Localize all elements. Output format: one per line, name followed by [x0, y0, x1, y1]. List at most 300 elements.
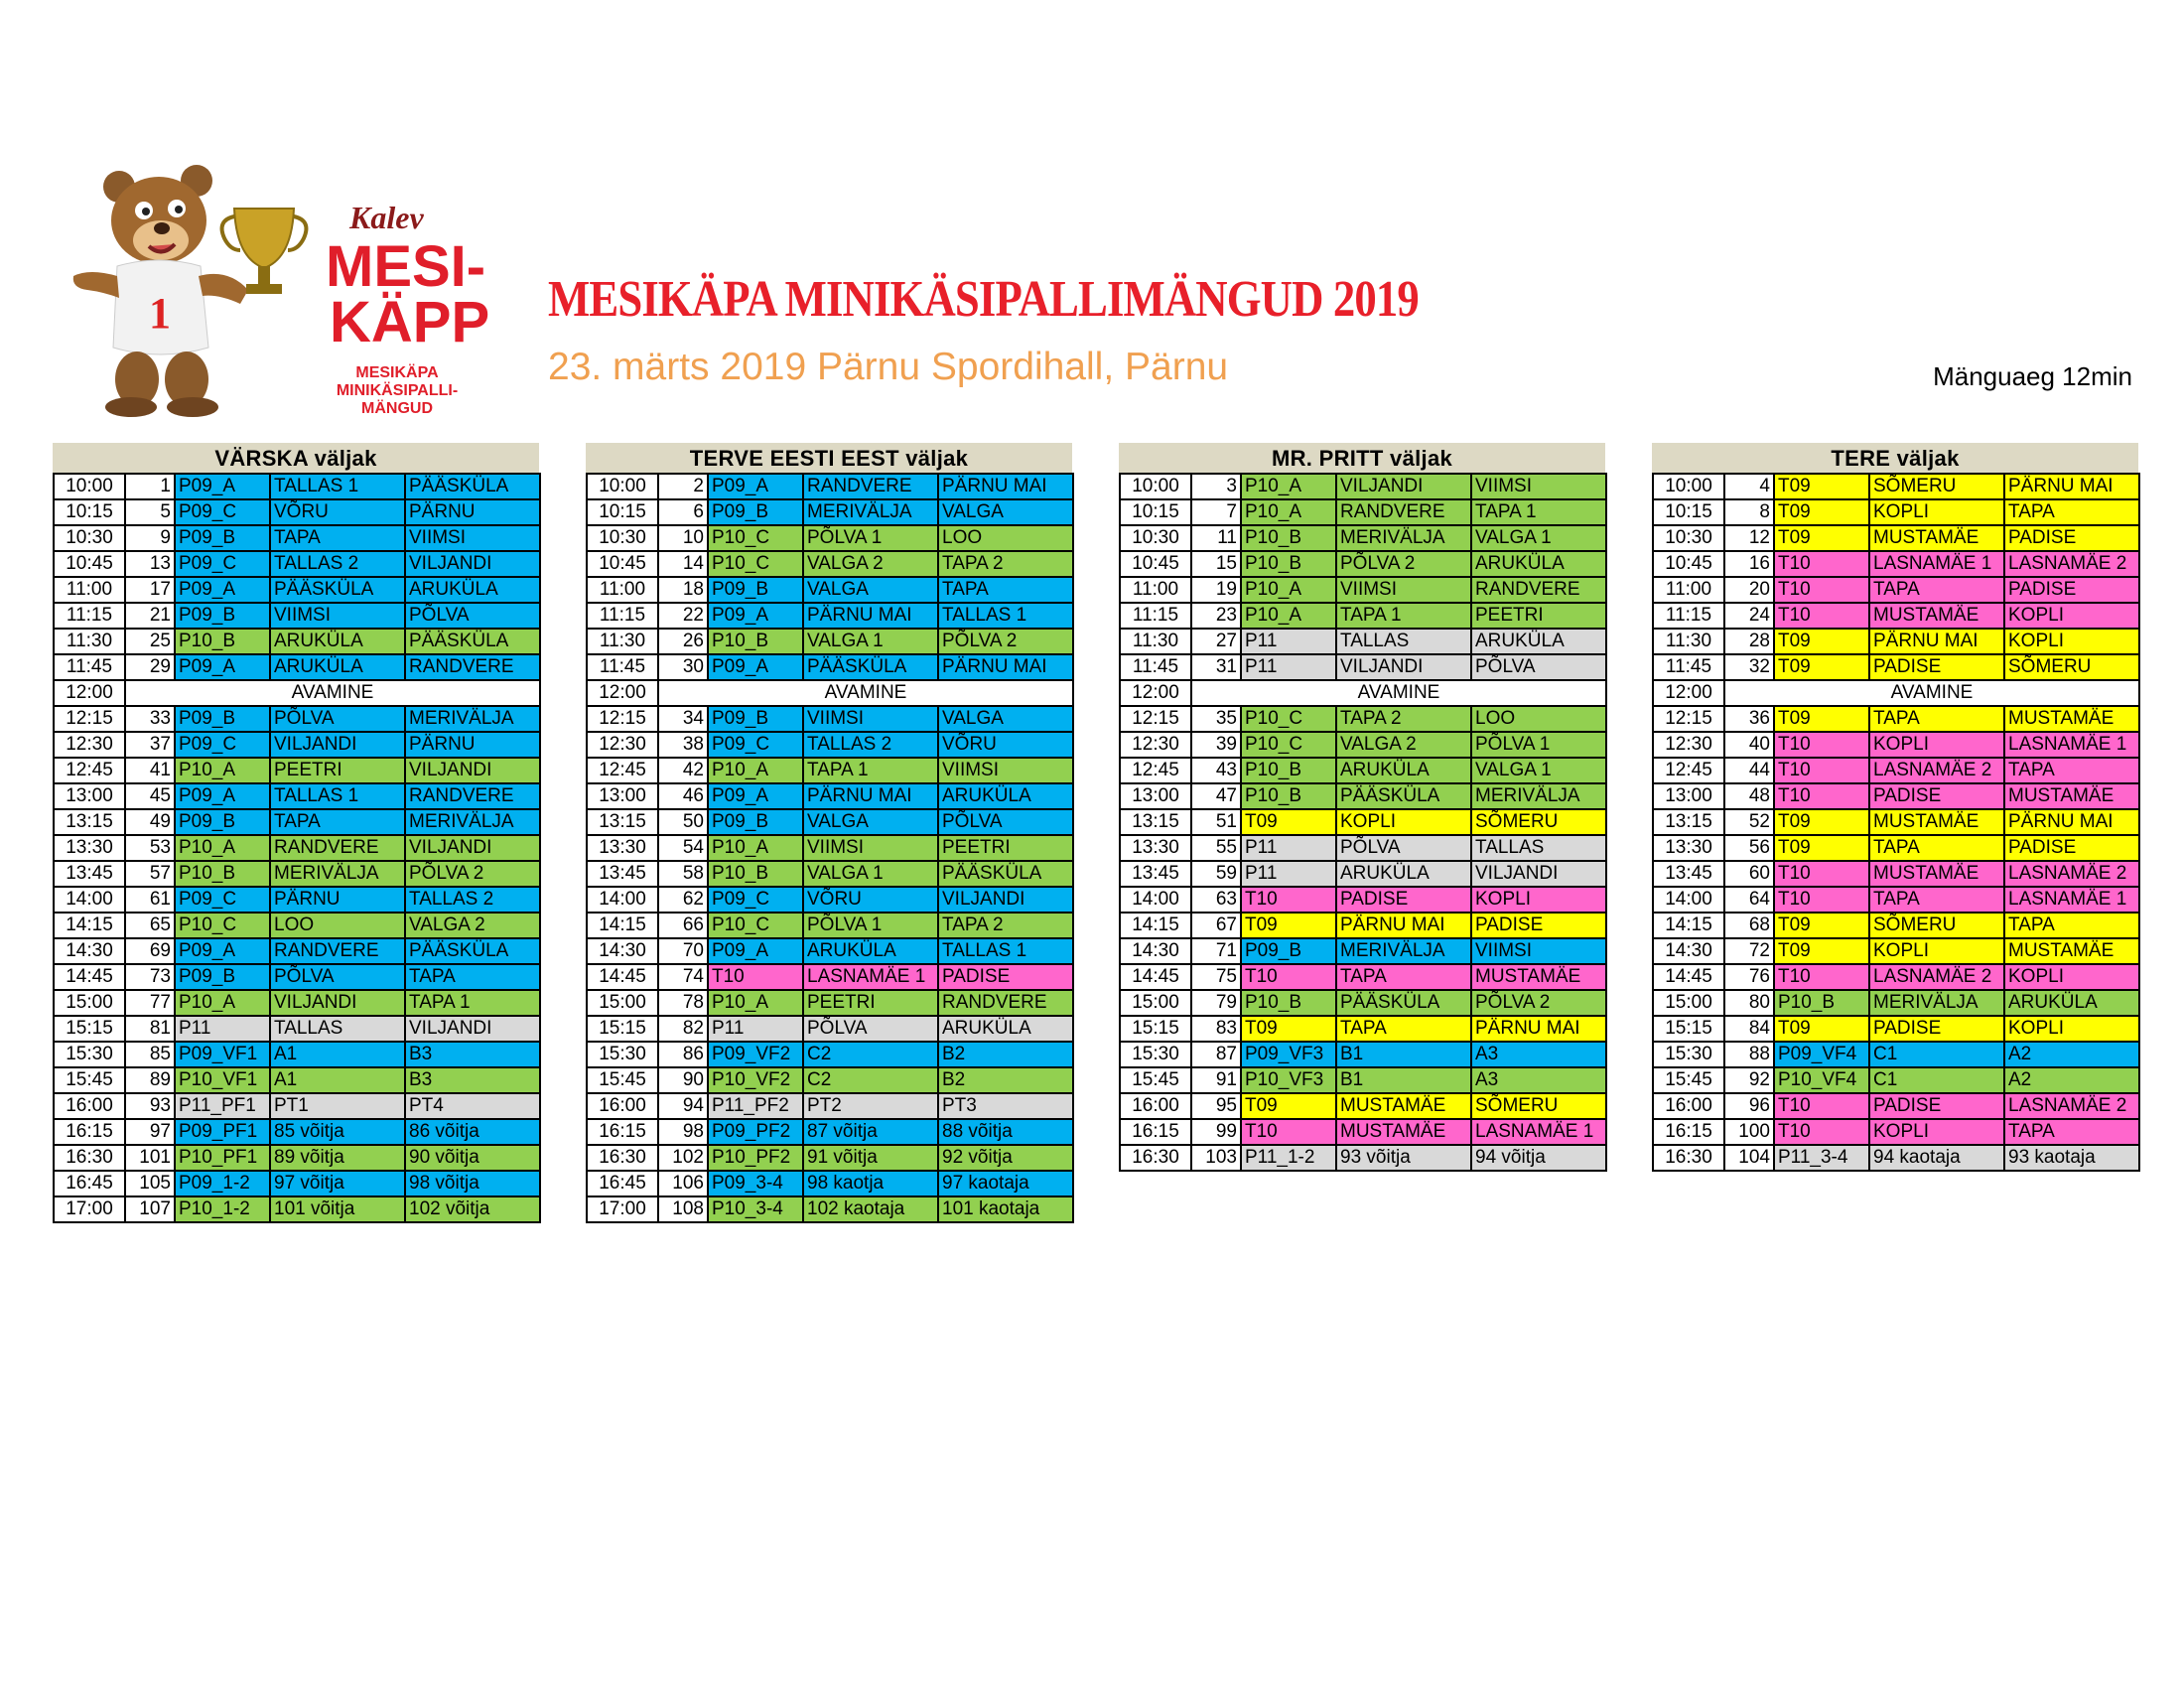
away-team: B2 — [938, 1067, 1073, 1093]
match-number: 19 — [1191, 577, 1241, 603]
home-team: C1 — [1869, 1067, 2004, 1093]
home-team: 94 kaotaja — [1869, 1145, 2004, 1171]
home-team: 89 võitja — [270, 1145, 405, 1171]
match-row — [54, 654, 540, 680]
home-team: 93 võitja — [1336, 1145, 1471, 1171]
away-team: VILJANDI — [405, 758, 540, 783]
home-team: KOPLI — [1869, 938, 2004, 964]
match-row — [587, 809, 1073, 835]
match-time: 13:30 — [1120, 835, 1191, 861]
home-team: PADISE — [1869, 1093, 2004, 1119]
away-team: LASNAMÄE 2 — [2004, 551, 2139, 577]
age-group: P10_B — [708, 629, 803, 654]
match-number: 36 — [1724, 706, 1774, 732]
home-team: LASNAMÄE 1 — [1869, 551, 2004, 577]
match-time: 14:00 — [1653, 887, 1724, 913]
match-number: 67 — [1191, 913, 1241, 938]
match-row — [1120, 913, 1606, 938]
away-team: KOPLI — [2004, 964, 2139, 990]
page-title: MESIKÄPA MINIKÄSIPALLIMÄNGUD 2019 — [548, 271, 1419, 328]
home-team: 91 võitja — [803, 1145, 938, 1171]
match-row — [1120, 1042, 1606, 1067]
match-time: 11:15 — [587, 603, 658, 629]
home-team: TAPA — [1869, 706, 2004, 732]
match-row — [1120, 783, 1606, 809]
age-group: P10_B — [1241, 783, 1336, 809]
match-number: 43 — [1191, 758, 1241, 783]
age-group: P10_B — [1241, 551, 1336, 577]
match-number: 61 — [125, 887, 175, 913]
match-row — [587, 758, 1073, 783]
event-date-location: 23. märts 2019 Pärnu Spordihall, Pärnu — [548, 346, 1229, 388]
home-team: KOPLI — [1336, 809, 1471, 835]
away-team: VIIMSI — [938, 758, 1073, 783]
away-team: PÕLVA 2 — [938, 629, 1073, 654]
match-number: 4 — [1724, 474, 1774, 499]
age-group: P10_A — [175, 758, 270, 783]
away-team: VALGA 1 — [1471, 525, 1606, 551]
logo-small-3: MÄNGUD — [361, 400, 433, 417]
match-row — [1653, 861, 2139, 887]
age-group: P10_PF2 — [708, 1145, 803, 1171]
home-team: PÄRNU MAI — [803, 783, 938, 809]
age-group: P10_B — [175, 861, 270, 887]
away-team: PÕLVA — [405, 603, 540, 629]
match-row — [587, 835, 1073, 861]
match-row — [587, 706, 1073, 732]
match-row — [54, 629, 540, 654]
age-group: T10 — [1774, 603, 1869, 629]
home-team: PÄÄSKÜLA — [1336, 990, 1471, 1016]
match-number: 58 — [658, 861, 708, 887]
age-group: P09_B — [175, 603, 270, 629]
home-team: VIIMSI — [803, 706, 938, 732]
home-team: VALGA 1 — [803, 629, 938, 654]
match-time: 15:30 — [1653, 1042, 1724, 1067]
match-number: 14 — [658, 551, 708, 577]
match-number: 53 — [125, 835, 175, 861]
match-time: 14:00 — [1120, 887, 1191, 913]
home-team: B1 — [1336, 1067, 1471, 1093]
match-row — [54, 1042, 540, 1067]
home-team: TAPA — [1869, 577, 2004, 603]
home-team: PÄÄSKÜLA — [803, 654, 938, 680]
match-number: 55 — [1191, 835, 1241, 861]
match-row — [54, 1171, 540, 1196]
home-team: PÕLVA 1 — [803, 913, 938, 938]
home-team: TAPA 2 — [1336, 706, 1471, 732]
home-team: TAPA — [1869, 887, 2004, 913]
home-team: PÕLVA — [1336, 835, 1471, 861]
match-row — [54, 1119, 540, 1145]
match-time: 11:45 — [587, 654, 658, 680]
match-time: 15:00 — [1120, 990, 1191, 1016]
match-time: 10:30 — [1120, 525, 1191, 551]
home-team: MERIVÄLJA — [270, 861, 405, 887]
match-number: 35 — [1191, 706, 1241, 732]
match-time: 16:00 — [54, 1093, 125, 1119]
away-team: PÄRNU MAI — [938, 654, 1073, 680]
field-schedule-tere — [1652, 443, 2138, 1172]
age-group: P10_A — [175, 835, 270, 861]
match-row — [1120, 835, 1606, 861]
mesikapp-logo — [69, 159, 536, 427]
age-group: P09_C — [175, 887, 270, 913]
away-team: LOO — [938, 525, 1073, 551]
match-time: 13:00 — [1120, 783, 1191, 809]
match-row — [54, 964, 540, 990]
home-team: MUSTAMÄE — [1336, 1093, 1471, 1119]
away-team: VIIMSI — [1471, 938, 1606, 964]
home-team: VÕRU — [803, 887, 938, 913]
age-group: P10_C — [708, 525, 803, 551]
match-time: 10:15 — [1653, 499, 1724, 525]
match-number: 97 — [125, 1119, 175, 1145]
field-header: VÄRSKA väljak — [53, 443, 539, 473]
away-team: MERIVÄLJA — [405, 706, 540, 732]
away-team: PADISE — [2004, 577, 2139, 603]
away-team: A2 — [2004, 1042, 2139, 1067]
age-group: P09_B — [708, 499, 803, 525]
home-team: VALGA — [803, 577, 938, 603]
away-team: MUSTAMÄE — [1471, 964, 1606, 990]
age-group: P09_PF1 — [175, 1119, 270, 1145]
age-group: T10 — [1774, 887, 1869, 913]
match-row — [587, 551, 1073, 577]
age-group: T09 — [1774, 499, 1869, 525]
match-row — [54, 551, 540, 577]
match-number: 65 — [125, 913, 175, 938]
match-time: 12:30 — [587, 732, 658, 758]
match-number: 45 — [125, 783, 175, 809]
logo-line-2: KÄPP — [330, 290, 490, 354]
home-team: PEETRI — [803, 990, 938, 1016]
match-time: 10:00 — [54, 474, 125, 499]
match-number: 10 — [658, 525, 708, 551]
match-row — [54, 525, 540, 551]
away-team: LASNAMÄE 1 — [2004, 732, 2139, 758]
home-team: PEETRI — [270, 758, 405, 783]
home-team: TAPA 1 — [1336, 603, 1471, 629]
away-team: TAPA — [405, 964, 540, 990]
away-team: PÄRNU MAI — [2004, 809, 2139, 835]
age-group: P09_C — [175, 551, 270, 577]
match-number: 51 — [1191, 809, 1241, 835]
age-group: P10_VF4 — [1774, 1067, 1869, 1093]
age-group: P11 — [1241, 861, 1336, 887]
away-team: TAPA — [2004, 913, 2139, 938]
away-team: 102 võitja — [405, 1196, 540, 1222]
match-number: 86 — [658, 1042, 708, 1067]
home-team: MUSTAMÄE — [1336, 1119, 1471, 1145]
match-number: 6 — [658, 499, 708, 525]
match-time: 15:15 — [1120, 1016, 1191, 1042]
match-number: 96 — [1724, 1093, 1774, 1119]
opening-ceremony: AVAMINE — [1191, 680, 1606, 706]
match-time: 11:00 — [1120, 577, 1191, 603]
age-group: P11 — [1241, 654, 1336, 680]
age-group: P09_VF1 — [175, 1042, 270, 1067]
age-group: P09_B — [175, 525, 270, 551]
away-team: VILJANDI — [405, 551, 540, 577]
match-time: 11:15 — [1653, 603, 1724, 629]
field-header: TERE väljak — [1652, 443, 2138, 473]
match-row — [1653, 551, 2139, 577]
match-row — [54, 758, 540, 783]
match-number: 2 — [658, 474, 708, 499]
home-team: VIIMSI — [270, 603, 405, 629]
match-number: 40 — [1724, 732, 1774, 758]
match-row — [1653, 525, 2139, 551]
home-team: PT2 — [803, 1093, 938, 1119]
age-group: T09 — [1774, 525, 1869, 551]
match-row — [54, 809, 540, 835]
match-time: 10:45 — [1653, 551, 1724, 577]
match-time: 16:45 — [54, 1171, 125, 1196]
age-group: T10 — [708, 964, 803, 990]
away-team: TAPA — [2004, 758, 2139, 783]
away-team: TALLAS 1 — [938, 603, 1073, 629]
home-team: TAPA — [1336, 1016, 1471, 1042]
match-time: 12:00 — [1653, 680, 1724, 706]
match-time: 15:30 — [1120, 1042, 1191, 1067]
field-schedule-varska — [53, 443, 539, 1223]
match-row — [54, 577, 540, 603]
match-number: 108 — [658, 1196, 708, 1222]
match-number: 102 — [658, 1145, 708, 1171]
match-row — [1120, 706, 1606, 732]
home-team: C2 — [803, 1042, 938, 1067]
age-group: P10_VF3 — [1241, 1067, 1336, 1093]
match-row — [587, 1042, 1073, 1067]
match-time: 10:45 — [1120, 551, 1191, 577]
match-time: 12:45 — [1653, 758, 1724, 783]
age-group: P10_A — [708, 835, 803, 861]
away-team: PT3 — [938, 1093, 1073, 1119]
match-number: 1 — [125, 474, 175, 499]
match-time: 17:00 — [54, 1196, 125, 1222]
home-team: VIIMSI — [803, 835, 938, 861]
match-row — [1653, 654, 2139, 680]
away-team: VALGA — [938, 706, 1073, 732]
away-team: ARUKÜLA — [1471, 551, 1606, 577]
match-row — [1120, 577, 1606, 603]
match-time: 13:15 — [587, 809, 658, 835]
home-team: LASNAMÄE 1 — [803, 964, 938, 990]
age-group: P10_C — [175, 913, 270, 938]
match-row — [54, 499, 540, 525]
match-number: 70 — [658, 938, 708, 964]
age-group: P10_C — [708, 913, 803, 938]
away-team: PADISE — [938, 964, 1073, 990]
match-number: 54 — [658, 835, 708, 861]
match-row — [1653, 474, 2139, 499]
match-time: 11:30 — [587, 629, 658, 654]
match-time: 13:15 — [54, 809, 125, 835]
match-time: 11:30 — [1120, 629, 1191, 654]
away-team: PÄÄSKÜLA — [405, 474, 540, 499]
age-group: P10_A — [1241, 474, 1336, 499]
match-row — [587, 913, 1073, 938]
age-group: P10_C — [1241, 732, 1336, 758]
match-number: 87 — [1191, 1042, 1241, 1067]
away-team: LASNAMÄE 2 — [2004, 861, 2139, 887]
home-team: MUSTAMÄE — [1869, 603, 2004, 629]
home-team: VIIMSI — [1336, 577, 1471, 603]
match-row — [1653, 1042, 2139, 1067]
away-team: PADISE — [1471, 913, 1606, 938]
field-schedule-terve-eesti-eest — [586, 443, 1072, 1223]
match-time: 11:45 — [1120, 654, 1191, 680]
schedule-table — [1652, 473, 2140, 1172]
age-group: P09_A — [708, 603, 803, 629]
match-row — [587, 1171, 1073, 1196]
age-group: P11 — [1241, 835, 1336, 861]
age-group: T09 — [1774, 938, 1869, 964]
home-team: TALLAS 1 — [270, 783, 405, 809]
match-number: 80 — [1724, 990, 1774, 1016]
match-number: 98 — [658, 1119, 708, 1145]
home-team: TALLAS — [270, 1016, 405, 1042]
match-number: 56 — [1724, 835, 1774, 861]
home-team: PADISE — [1869, 1016, 2004, 1042]
away-team: A2 — [2004, 1067, 2139, 1093]
age-group: P09_VF2 — [708, 1042, 803, 1067]
age-group: P09_A — [175, 474, 270, 499]
match-row — [1120, 474, 1606, 499]
home-team: ARUKÜLA — [270, 654, 405, 680]
match-time: 16:00 — [587, 1093, 658, 1119]
age-group: T10 — [1774, 783, 1869, 809]
match-time: 11:15 — [54, 603, 125, 629]
match-time: 13:30 — [587, 835, 658, 861]
match-row — [1653, 964, 2139, 990]
home-team: PÕLVA 1 — [803, 525, 938, 551]
match-time: 12:30 — [54, 732, 125, 758]
match-row — [1120, 964, 1606, 990]
match-row — [587, 577, 1073, 603]
away-team: TAPA 2 — [938, 913, 1073, 938]
match-time: 15:45 — [54, 1067, 125, 1093]
home-team: TAPA — [1336, 964, 1471, 990]
age-group: T10 — [1774, 861, 1869, 887]
match-number: 83 — [1191, 1016, 1241, 1042]
away-team: PÄRNU — [405, 499, 540, 525]
home-team: PÄRNU MAI — [1869, 629, 2004, 654]
away-team: TAPA — [2004, 499, 2139, 525]
match-time: 12:00 — [54, 680, 125, 706]
away-team: KOPLI — [2004, 1016, 2139, 1042]
match-number: 60 — [1724, 861, 1774, 887]
away-team: RANDVERE — [405, 783, 540, 809]
home-team: VALGA 1 — [803, 861, 938, 887]
field-header: MR. PRITT väljak — [1119, 443, 1605, 473]
age-group: P10_B — [1241, 990, 1336, 1016]
away-team: PÕLVA — [1471, 654, 1606, 680]
away-team: VÕRU — [938, 732, 1073, 758]
home-team: SÕMERU — [1869, 474, 2004, 499]
match-time: 14:45 — [1653, 964, 1724, 990]
age-group: T09 — [1774, 809, 1869, 835]
match-number: 41 — [125, 758, 175, 783]
age-group: T09 — [1774, 654, 1869, 680]
match-row — [1120, 603, 1606, 629]
match-time: 16:30 — [587, 1145, 658, 1171]
age-group: P11 — [175, 1016, 270, 1042]
match-time: 12:00 — [587, 680, 658, 706]
match-number: 46 — [658, 783, 708, 809]
match-row — [1120, 887, 1606, 913]
away-team: TALLAS 2 — [405, 887, 540, 913]
match-number: 88 — [1724, 1042, 1774, 1067]
home-team: VILJANDI — [270, 990, 405, 1016]
match-time: 11:45 — [54, 654, 125, 680]
match-row — [54, 1067, 540, 1093]
match-row — [1653, 783, 2139, 809]
match-row — [587, 1093, 1073, 1119]
away-team: KOPLI — [1471, 887, 1606, 913]
match-number: 34 — [658, 706, 708, 732]
away-team: MERIVÄLJA — [1471, 783, 1606, 809]
age-group: T10 — [1241, 1119, 1336, 1145]
age-group: P09_B — [708, 577, 803, 603]
match-number: 37 — [125, 732, 175, 758]
match-number: 103 — [1191, 1145, 1241, 1171]
match-row — [1120, 551, 1606, 577]
home-team: PÕLVA — [803, 1016, 938, 1042]
home-team: PÄÄSKÜLA — [270, 577, 405, 603]
away-team: 97 kaotaja — [938, 1171, 1073, 1196]
away-team: ARUKÜLA — [2004, 990, 2139, 1016]
match-time: 10:00 — [1120, 474, 1191, 499]
away-team: VILJANDI — [405, 835, 540, 861]
away-team: VALGA 1 — [1471, 758, 1606, 783]
match-time: 12:30 — [1120, 732, 1191, 758]
match-row — [587, 1067, 1073, 1093]
match-time: 11:00 — [1653, 577, 1724, 603]
match-row — [1653, 990, 2139, 1016]
match-row — [1653, 1016, 2139, 1042]
home-team: A1 — [270, 1067, 405, 1093]
match-row — [1120, 499, 1606, 525]
match-number: 47 — [1191, 783, 1241, 809]
home-team: PÄÄSKÜLA — [1336, 783, 1471, 809]
away-team: KOPLI — [2004, 629, 2139, 654]
match-number: 22 — [658, 603, 708, 629]
match-time: 14:30 — [1120, 938, 1191, 964]
home-team: VALGA 2 — [1336, 732, 1471, 758]
match-time: 16:00 — [1120, 1093, 1191, 1119]
match-row — [54, 887, 540, 913]
away-team: 101 kaotaja — [938, 1196, 1073, 1222]
match-number: 95 — [1191, 1093, 1241, 1119]
age-group: T09 — [1774, 706, 1869, 732]
age-group: P09_PF2 — [708, 1119, 803, 1145]
away-team: PEETRI — [1471, 603, 1606, 629]
match-number: 85 — [125, 1042, 175, 1067]
match-number: 101 — [125, 1145, 175, 1171]
match-row — [587, 938, 1073, 964]
match-number: 27 — [1191, 629, 1241, 654]
home-team: C2 — [803, 1067, 938, 1093]
match-time: 15:00 — [587, 990, 658, 1016]
match-row — [1120, 1067, 1606, 1093]
away-team: LASNAMÄE 1 — [1471, 1119, 1606, 1145]
match-time: 14:15 — [1653, 913, 1724, 938]
match-time: 13:15 — [1653, 809, 1724, 835]
match-time: 12:45 — [1120, 758, 1191, 783]
match-time: 13:00 — [1653, 783, 1724, 809]
